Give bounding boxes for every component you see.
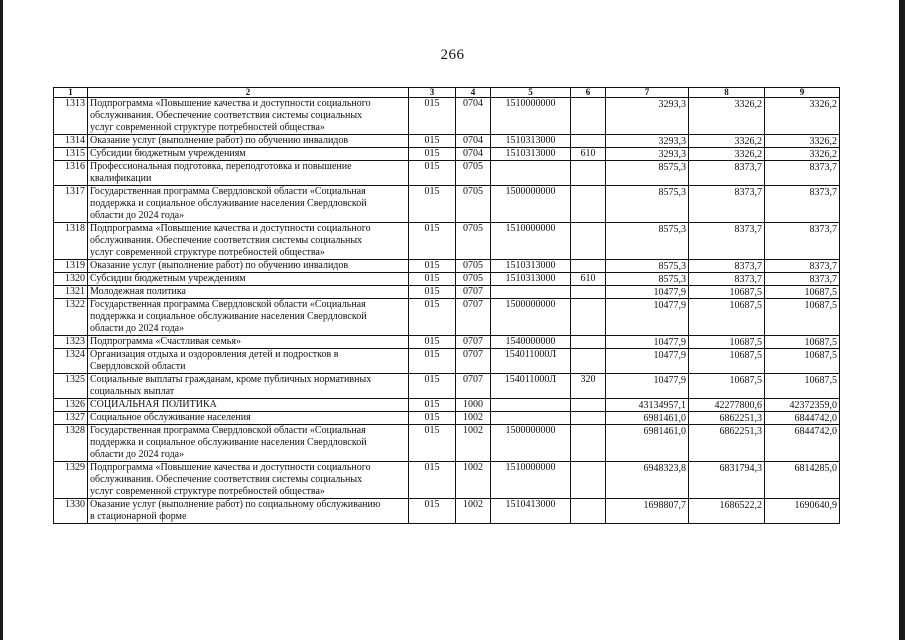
table-row <box>54 336 840 349</box>
table-row <box>54 349 840 374</box>
scan-border-right <box>899 0 905 640</box>
page-number: 266 <box>440 47 465 63</box>
amount-value: 6862251,3 <box>719 413 762 424</box>
table-row <box>54 135 840 148</box>
table-row <box>54 374 840 399</box>
amount-cell-8 <box>689 98 765 135</box>
row-number-cell: 1325 <box>54 374 88 399</box>
amount-value: 10477,9 <box>653 337 686 348</box>
amount-cell-8 <box>689 223 765 260</box>
amount-cell-9 <box>765 349 840 374</box>
ministry-code-cell: 015 <box>409 286 456 299</box>
amount-value: 10687,5 <box>729 287 762 298</box>
row-name-line: Молодежная политика <box>90 286 186 297</box>
amount-value: 42277800,6 <box>714 400 762 411</box>
row-name-line: Социальные выплаты гражданам, кроме публичных нормативных <box>90 374 372 385</box>
amount-cell-8 <box>689 260 765 273</box>
row-name-line: Субсидии бюджетным учреждениям <box>90 273 246 284</box>
target-article-cell <box>491 412 571 425</box>
expense-type-cell: 610 <box>571 148 606 161</box>
section-code-cell: 0707 <box>456 336 491 349</box>
amount-value: 8575,3 <box>658 162 686 173</box>
target-article-cell: 1510000000 <box>491 462 571 499</box>
amount-value: 3326,2 <box>809 149 837 160</box>
target-article-cell: 154011000Л <box>491 374 571 399</box>
amount-cell-9 <box>765 161 840 186</box>
row-name-line: Государственная программа Свердловской области «Социальная <box>90 425 366 436</box>
amount-value: 6981461,0 <box>643 426 686 437</box>
amount-cell-7 <box>606 299 689 336</box>
amount-cell-7 <box>606 135 689 148</box>
amount-value: 8373,7 <box>809 261 837 272</box>
amount-cell-8 <box>689 462 765 499</box>
amount-value: 10687,5 <box>729 350 762 361</box>
amount-value: 8373,7 <box>734 162 762 173</box>
table-row <box>54 260 840 273</box>
row-name-line: квалификации <box>90 173 152 184</box>
ministry-code-cell: 015 <box>409 299 456 336</box>
target-article-cell: 1510000000 <box>491 98 571 135</box>
section-code-cell: 0704 <box>456 135 491 148</box>
row-number-cell: 1317 <box>54 186 88 223</box>
amount-value: 1690640,9 <box>794 500 837 511</box>
amount-value: 6844742,0 <box>794 413 837 424</box>
table-row <box>54 98 840 135</box>
table-row <box>54 412 840 425</box>
ministry-code-cell: 015 <box>409 425 456 462</box>
target-article-cell: 1510313000 <box>491 135 571 148</box>
amount-cell-9 <box>765 148 840 161</box>
amount-cell-9 <box>765 425 840 462</box>
section-code-cell: 0705 <box>456 223 491 260</box>
row-name-cell <box>88 148 409 161</box>
amount-cell-9 <box>765 135 840 148</box>
amount-cell-7 <box>606 425 689 462</box>
amount-cell-9 <box>765 223 840 260</box>
target-article-cell: 1500000000 <box>491 186 571 223</box>
amount-value: 8575,3 <box>658 261 686 272</box>
amount-value: 8373,7 <box>734 224 762 235</box>
expense-type-cell <box>571 499 606 524</box>
target-article-cell <box>491 399 571 412</box>
amount-value: 6844742,0 <box>794 426 837 437</box>
amount-cell-8 <box>689 161 765 186</box>
row-number-cell: 1328 <box>54 425 88 462</box>
ministry-code-cell: 015 <box>409 148 456 161</box>
amount-value: 8373,7 <box>809 274 837 285</box>
row-number-cell: 1330 <box>54 499 88 524</box>
amount-value: 10687,5 <box>729 375 762 386</box>
row-number-cell: 1314 <box>54 135 88 148</box>
amount-cell-8 <box>689 349 765 374</box>
ministry-code-cell: 015 <box>409 499 456 524</box>
section-code-cell: 1002 <box>456 412 491 425</box>
row-name-line: Подпрограмма «Повышение качества и доступности социального <box>90 462 371 473</box>
amount-value: 43134957,1 <box>638 400 686 411</box>
amount-cell-7 <box>606 499 689 524</box>
amount-value: 10687,5 <box>804 375 837 386</box>
ministry-code-cell: 015 <box>409 135 456 148</box>
header-cell: 4 <box>456 88 491 98</box>
header-cell: 8 <box>689 88 765 98</box>
row-name-cell <box>88 161 409 186</box>
amount-cell-9 <box>765 186 840 223</box>
amount-cell-8 <box>689 135 765 148</box>
header-cell: 1 <box>54 88 88 98</box>
header-cell: 6 <box>571 88 606 98</box>
row-name-line: Свердловской области <box>90 361 186 372</box>
amount-value: 6862251,3 <box>719 426 762 437</box>
expense-type-cell <box>571 223 606 260</box>
amount-cell-8 <box>689 425 765 462</box>
row-name-cell <box>88 299 409 336</box>
amount-cell-9 <box>765 98 840 135</box>
amount-cell-8 <box>689 148 765 161</box>
amount-cell-7 <box>606 462 689 499</box>
amount-value: 6981461,0 <box>643 413 686 424</box>
header-cell: 9 <box>765 88 840 98</box>
expense-type-cell <box>571 161 606 186</box>
ministry-code-cell: 015 <box>409 260 456 273</box>
expense-type-cell: 320 <box>571 374 606 399</box>
expense-type-cell <box>571 186 606 223</box>
ministry-code-cell: 015 <box>409 98 456 135</box>
ministry-code-cell: 015 <box>409 161 456 186</box>
row-name-line: поддержка и социальное обслуживание населения Свердловской <box>90 311 367 322</box>
row-name-line: услуг современной структуре потребностей общества» <box>90 122 325 133</box>
row-number-cell: 1326 <box>54 399 88 412</box>
row-name-line: обслуживания. Обеспечение соответствия системы социальных <box>90 474 363 485</box>
row-name-line: области до 2024 года» <box>90 449 185 460</box>
ministry-code-cell: 015 <box>409 223 456 260</box>
target-article-cell: 1510313000 <box>491 260 571 273</box>
amount-value: 42372359,0 <box>789 400 837 411</box>
amount-value: 3326,2 <box>809 99 837 110</box>
amount-cell-8 <box>689 273 765 286</box>
amount-value: 3293,3 <box>658 99 686 110</box>
row-name-cell <box>88 135 409 148</box>
row-number-cell: 1316 <box>54 161 88 186</box>
row-name-line: Субсидии бюджетным учреждениям <box>90 148 246 159</box>
row-name-line: Социальное обслуживание населения <box>90 412 251 423</box>
budget-table <box>53 87 840 524</box>
row-name-line: поддержка и социальное обслуживание населения Свердловской <box>90 437 367 448</box>
row-name-cell <box>88 336 409 349</box>
row-number-cell: 1324 <box>54 349 88 374</box>
amount-value: 6814285,0 <box>794 463 837 474</box>
row-name-line: Оказание услуг (выполнение работ) по социальному обслуживанию <box>90 499 381 510</box>
amount-cell-7 <box>606 260 689 273</box>
amount-value: 6831794,3 <box>719 463 762 474</box>
target-article-cell <box>491 286 571 299</box>
row-name-line: Подпрограмма «Счастливая семья» <box>90 336 241 347</box>
amount-cell-7 <box>606 412 689 425</box>
amount-cell-7 <box>606 336 689 349</box>
table-row <box>54 462 840 499</box>
ministry-code-cell: 015 <box>409 349 456 374</box>
row-name-line: поддержка и социальное обслуживание населения Свердловской <box>90 198 367 209</box>
table-row <box>54 286 840 299</box>
row-name-line: Подпрограмма «Повышение качества и доступности социального <box>90 98 371 109</box>
row-name-line: обслуживания. Обеспечение соответствия системы социальных <box>90 235 363 246</box>
table-row <box>54 273 840 286</box>
header-cell: 7 <box>606 88 689 98</box>
row-name-line: Организация отдыха и оздоровления детей и подростков в <box>90 349 339 360</box>
row-name-line: в стационарной форме <box>90 511 187 522</box>
row-number-cell: 1319 <box>54 260 88 273</box>
header-cell: 3 <box>409 88 456 98</box>
target-article-cell: 1510313000 <box>491 273 571 286</box>
amount-value: 10687,5 <box>804 350 837 361</box>
target-article-cell: 1500000000 <box>491 425 571 462</box>
section-code-cell: 0705 <box>456 161 491 186</box>
header-cell: 2 <box>88 88 409 98</box>
row-name-cell <box>88 374 409 399</box>
amount-cell-8 <box>689 186 765 223</box>
expense-type-cell <box>571 425 606 462</box>
amount-cell-9 <box>765 273 840 286</box>
target-article-cell: 1540000000 <box>491 336 571 349</box>
expense-type-cell: 610 <box>571 273 606 286</box>
header-row <box>54 88 840 98</box>
row-name-cell <box>88 349 409 374</box>
table-row <box>54 399 840 412</box>
ministry-code-cell: 015 <box>409 336 456 349</box>
amount-value: 8373,7 <box>734 261 762 272</box>
table-row <box>54 425 840 462</box>
expense-type-cell <box>571 260 606 273</box>
amount-value: 3326,2 <box>734 136 762 147</box>
row-name-cell <box>88 223 409 260</box>
row-name-cell <box>88 186 409 223</box>
target-article-cell: 1510313000 <box>491 148 571 161</box>
row-name-line: Оказание услуг (выполнение работ) по обучению инвалидов <box>90 260 349 271</box>
section-code-cell: 0705 <box>456 260 491 273</box>
amount-cell-9 <box>765 462 840 499</box>
amount-cell-7 <box>606 399 689 412</box>
amount-cell-9 <box>765 336 840 349</box>
section-code-cell: 0707 <box>456 374 491 399</box>
row-number-cell: 1321 <box>54 286 88 299</box>
row-name-cell <box>88 412 409 425</box>
amount-value: 3293,3 <box>658 136 686 147</box>
table-row <box>54 499 840 524</box>
row-name-line: Подпрограмма «Повышение качества и доступности социального <box>90 223 371 234</box>
table-body <box>54 98 840 524</box>
amount-value: 1698807,7 <box>643 500 686 511</box>
expense-type-cell <box>571 286 606 299</box>
amount-cell-7 <box>606 98 689 135</box>
row-number-cell: 1329 <box>54 462 88 499</box>
amount-cell-8 <box>689 412 765 425</box>
target-article-cell: 1510413000 <box>491 499 571 524</box>
amount-value: 3326,2 <box>809 136 837 147</box>
amount-cell-9 <box>765 260 840 273</box>
table-row <box>54 223 840 260</box>
row-number-cell: 1320 <box>54 273 88 286</box>
amount-value: 8373,7 <box>809 162 837 173</box>
ministry-code-cell: 015 <box>409 412 456 425</box>
expense-type-cell <box>571 349 606 374</box>
expense-type-cell <box>571 299 606 336</box>
target-article-cell <box>491 161 571 186</box>
expense-type-cell <box>571 462 606 499</box>
row-name-cell <box>88 98 409 135</box>
table-row <box>54 299 840 336</box>
row-name-cell <box>88 260 409 273</box>
row-number-cell: 1322 <box>54 299 88 336</box>
row-name-cell <box>88 499 409 524</box>
amount-cell-9 <box>765 399 840 412</box>
row-number-cell: 1315 <box>54 148 88 161</box>
section-code-cell: 0707 <box>456 286 491 299</box>
amount-cell-8 <box>689 286 765 299</box>
amount-value: 3326,2 <box>734 99 762 110</box>
row-number-cell: 1323 <box>54 336 88 349</box>
section-code-cell: 0707 <box>456 299 491 336</box>
row-number-cell: 1313 <box>54 98 88 135</box>
table-row <box>54 186 840 223</box>
amount-value: 8373,7 <box>809 224 837 235</box>
amount-cell-8 <box>689 299 765 336</box>
header-cell: 5 <box>491 88 571 98</box>
ministry-code-cell: 015 <box>409 399 456 412</box>
amount-cell-8 <box>689 374 765 399</box>
section-code-cell: 0705 <box>456 273 491 286</box>
amount-value: 8575,3 <box>658 274 686 285</box>
amount-cell-7 <box>606 161 689 186</box>
ministry-code-cell: 015 <box>409 374 456 399</box>
amount-cell-7 <box>606 374 689 399</box>
row-name-line: области до 2024 года» <box>90 323 185 334</box>
row-name-cell <box>88 399 409 412</box>
amount-cell-9 <box>765 412 840 425</box>
amount-value: 8575,3 <box>658 187 686 198</box>
amount-value: 3326,2 <box>734 149 762 160</box>
amount-cell-9 <box>765 374 840 399</box>
target-article-cell: 154011000Л <box>491 349 571 374</box>
amount-cell-7 <box>606 273 689 286</box>
amount-value: 10687,5 <box>729 337 762 348</box>
section-code-cell: 1002 <box>456 499 491 524</box>
row-name-line: услуг современной структуре потребностей общества» <box>90 247 325 258</box>
amount-value: 10687,5 <box>804 300 837 311</box>
row-name-line: услуг современной структуре потребностей общества» <box>90 486 325 497</box>
table-row <box>54 161 840 186</box>
section-code-cell: 0704 <box>456 148 491 161</box>
row-name-cell <box>88 273 409 286</box>
amount-value: 8575,3 <box>658 224 686 235</box>
amount-cell-7 <box>606 223 689 260</box>
amount-cell-7 <box>606 148 689 161</box>
row-name-line: Оказание услуг (выполнение работ) по обучению инвалидов <box>90 135 349 146</box>
amount-value: 3293,3 <box>658 149 686 160</box>
section-code-cell: 1002 <box>456 462 491 499</box>
amount-cell-7 <box>606 286 689 299</box>
amount-value: 10477,9 <box>653 350 686 361</box>
table-row <box>54 148 840 161</box>
row-name-line: области до 2024 года» <box>90 210 185 221</box>
amount-cell-8 <box>689 499 765 524</box>
expense-type-cell <box>571 135 606 148</box>
section-code-cell: 0705 <box>456 186 491 223</box>
target-article-cell: 1510000000 <box>491 223 571 260</box>
amount-cell-7 <box>606 186 689 223</box>
section-code-cell: 0704 <box>456 98 491 135</box>
section-code-cell: 1000 <box>456 399 491 412</box>
expense-type-cell <box>571 412 606 425</box>
expense-type-cell <box>571 399 606 412</box>
ministry-code-cell: 015 <box>409 186 456 223</box>
row-name-cell <box>88 425 409 462</box>
amount-value: 8373,7 <box>809 187 837 198</box>
amount-value: 1686522,2 <box>719 500 762 511</box>
amount-value: 10687,5 <box>804 337 837 348</box>
amount-cell-9 <box>765 299 840 336</box>
section-code-cell: 0707 <box>456 349 491 374</box>
row-name-line: СОЦИАЛЬНАЯ ПОЛИТИКА <box>90 399 217 410</box>
expense-type-cell <box>571 98 606 135</box>
expense-type-cell <box>571 336 606 349</box>
row-name-cell <box>88 462 409 499</box>
scan-border-left <box>0 0 3 640</box>
row-name-line: Государственная программа Свердловской области «Социальная <box>90 186 366 197</box>
row-number-cell: 1318 <box>54 223 88 260</box>
amount-value: 8373,7 <box>734 187 762 198</box>
row-name-line: социальных выплат <box>90 386 175 397</box>
amount-cell-8 <box>689 399 765 412</box>
ministry-code-cell: 015 <box>409 273 456 286</box>
amount-cell-9 <box>765 286 840 299</box>
target-article-cell: 1500000000 <box>491 299 571 336</box>
amount-value: 10477,9 <box>653 375 686 386</box>
amount-value: 10477,9 <box>653 287 686 298</box>
amount-value: 10687,5 <box>729 300 762 311</box>
row-name-line: Государственная программа Свердловской области «Социальная <box>90 299 366 310</box>
amount-value: 10477,9 <box>653 300 686 311</box>
amount-cell-7 <box>606 349 689 374</box>
amount-value: 10687,5 <box>804 287 837 298</box>
amount-cell-9 <box>765 499 840 524</box>
row-name-line: Профессиональная подготовка, переподготовка и повышение <box>90 161 352 172</box>
amount-value: 6948323,8 <box>643 463 686 474</box>
row-number-cell: 1327 <box>54 412 88 425</box>
section-code-cell: 1002 <box>456 425 491 462</box>
amount-value: 8373,7 <box>734 274 762 285</box>
row-name-line: обслуживания. Обеспечение соответствия системы социальных <box>90 110 363 121</box>
row-name-cell <box>88 286 409 299</box>
amount-cell-8 <box>689 336 765 349</box>
table-header <box>54 88 840 98</box>
ministry-code-cell: 015 <box>409 462 456 499</box>
